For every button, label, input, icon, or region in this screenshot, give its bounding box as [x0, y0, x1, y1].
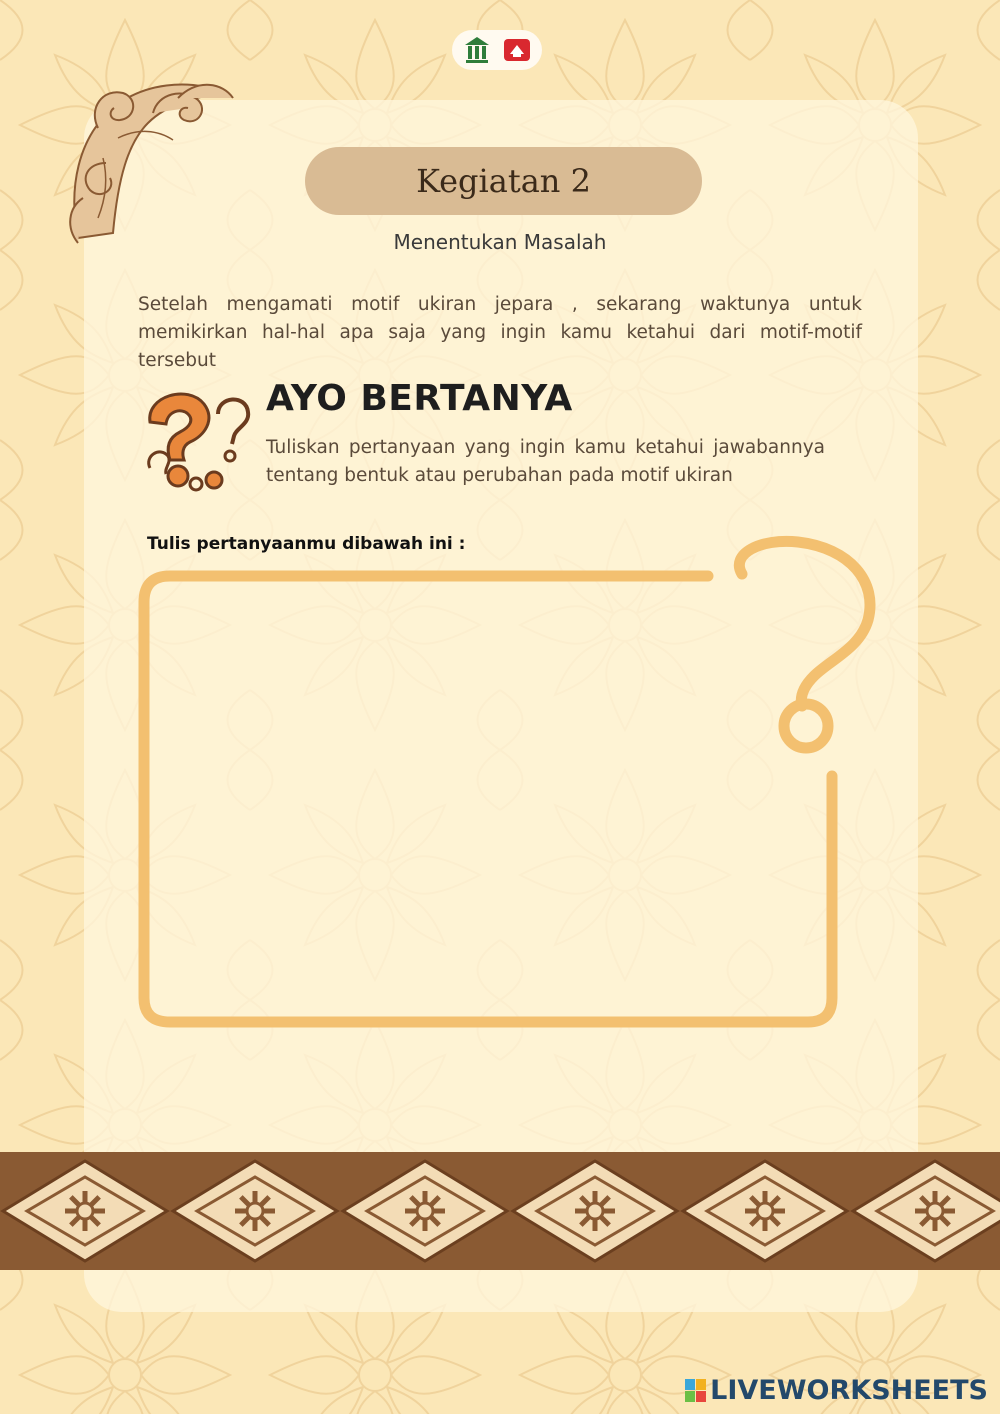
question-marks-icon [138, 384, 256, 494]
activity-title-pill [305, 147, 702, 215]
answer-textarea[interactable] [160, 595, 814, 1009]
liveworksheets-mark-icon [685, 1379, 706, 1402]
answer-label: Tulis pertanyaanmu dibawah ini : [147, 534, 466, 554]
carved-border-band [0, 1152, 1000, 1270]
section-description: Tuliskan pertanyaan yang ingin kamu ketahui jawabannya tentang bentuk atau perubahan pada motif ukiran [266, 437, 825, 486]
liveworksheets-wordmark: LIVEWORKSHEETS [710, 1375, 988, 1406]
section-heading: AYO BERTANYA [266, 378, 573, 419]
university-logo-icon [461, 34, 493, 66]
program-logo-icon [501, 34, 533, 66]
activity-title: Kegiatan 2 [416, 162, 591, 200]
institution-logos [452, 30, 542, 70]
intro-paragraph: Setelah mengamati motif ukiran jepara , sekarang waktunya untuk memikirkan hal-hal apa saja yang ingin kamu ketahui dari motif-motif tersebut [138, 294, 862, 371]
liveworksheets-logo [685, 1375, 988, 1406]
carved-corner-ornament [58, 68, 238, 248]
activity-subtitle: Menentukan Masalah [393, 230, 607, 254]
